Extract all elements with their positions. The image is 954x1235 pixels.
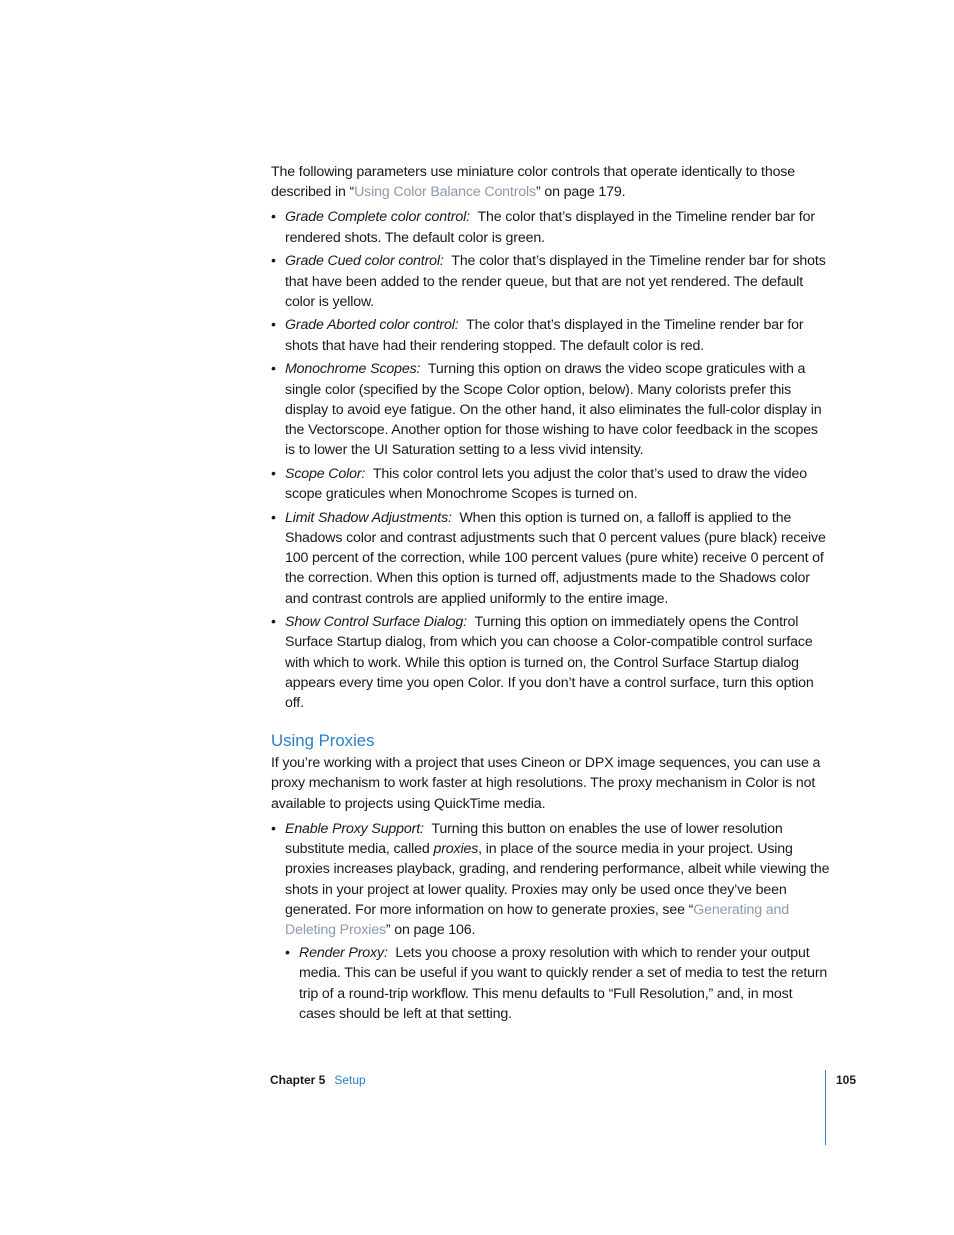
proxy-list — [271, 819, 831, 1024]
desc-limit-shadow: When this option is turned on, a falloff is applied to the Shadows color and contrast adjustments such that 0 percent values (pure black) receive 100 percent of the correction, while 100 percent values (pure white) receive 0 percent of the correction. When this option is turned off, adjustments made to the Shadows color and contrast controls are applied uniformly to the entire image. — [285, 509, 826, 607]
link-using-color-balance-controls[interactable]: Using Color Balance Controls — [354, 184, 536, 201]
desc-grade-complete: The color that’s displayed in the Timeline render bar for rendered shots. The default color is green. — [285, 209, 815, 246]
link-generating-and-deleting-proxies[interactable]: Generating and Deleting Proxies — [285, 901, 789, 938]
chapter-label: Chapter 5 — [270, 1073, 326, 1087]
intro-text-before: The following parameters use miniature color controls that operate identically to those described in “ — [271, 164, 795, 201]
intro-paragraph — [271, 162, 831, 202]
term-grade-aborted: Grade Aborted color control: — [285, 317, 459, 334]
desc-scope-color: This color control lets you adjust the color that’s used to draw the video scope graticules when Monochrome Scopes is turned on. — [285, 465, 808, 503]
term-enable-proxy-support: Enable Proxy Support: — [285, 820, 424, 837]
section-heading-using-proxies: Using Proxies — [271, 731, 375, 751]
list-item-grade-complete — [271, 207, 831, 247]
term-grade-cued: Grade Cued color control: — [285, 253, 444, 270]
page-number: 105 — [836, 1073, 857, 1087]
term-scope-color: Scope Color: — [285, 465, 366, 482]
intro-text-after: ” on page 179. — [535, 184, 626, 201]
list-item-monochrome-scopes — [271, 359, 831, 460]
nested-proxy-list — [285, 943, 831, 1024]
list-item-render-proxy — [285, 943, 831, 1024]
proxies-intro-paragraph: If you’re working with a project that uses Cineon or DPX image sequences, you can use a proxy mechanism to work faster at high resolutions. The proxy mechanism in Color is not available to projects using QuickTime media. — [271, 755, 821, 812]
list-item-grade-aborted — [271, 315, 831, 355]
term-monochrome-scopes: Monochrome Scopes: — [285, 361, 421, 378]
desc-monochrome-scopes: Turning this option on draws the video scope graticules with a single color (specified by the Scope Color option, below). Many colorists prefer this display to avoid eye fatigue. On the other hand, it also eliminates the full-color display in the Vectorscope. Another option for those wishing to have color feedback in the scopes is to lower the UI Saturation setting to a less vivid intensity. — [285, 361, 822, 459]
term-render-proxy: Render Proxy: — [299, 945, 388, 962]
desc-grade-aborted: The color that’s displayed in the Timeline render bar for shots that have had their rendering stopped. The default color is red. — [285, 317, 804, 354]
term-grade-complete: Grade Complete color control: — [285, 209, 470, 226]
term-show-control-surface: Show Control Surface Dialog: — [285, 614, 467, 631]
footer-chapter — [270, 1072, 366, 1088]
desc-enable-proxy-3: ” on page 106. — [385, 921, 476, 938]
emphasis-proxies: proxies — [433, 841, 479, 858]
desc-show-control-surface: Turning this option on immediately opens the Control Surface Startup dialog, from which you can choose a Color-compatible control surface with which to work. While this option is turned on, the Control Surface Startup dialog appears every time you open Color. If you don’t have a control surface, turn this option off. — [285, 614, 814, 712]
list-item-grade-cued — [271, 251, 831, 312]
desc-enable-proxy-2: , in place of the source media in your project. Using proxies increases playback, grading, and rendering performance, albeit while viewing the shots in your project at lower quality. Proxies may only be used once they’ve been generated. For more information on how to generate proxies, see “ — [285, 841, 830, 918]
list-item-enable-proxy-support — [271, 819, 831, 1024]
list-item-scope-color — [271, 464, 831, 504]
footer-divider — [825, 1070, 826, 1145]
desc-enable-proxy-1: Turning this button on enables the use of lower resolution substitute media, called — [285, 820, 783, 858]
chapter-title-link[interactable]: Setup — [334, 1073, 366, 1087]
parameter-list — [271, 207, 831, 713]
list-item-limit-shadow — [271, 508, 831, 609]
page-body — [271, 162, 831, 1027]
list-item-show-control-surface — [271, 612, 831, 713]
term-limit-shadow: Limit Shadow Adjustments: — [285, 509, 452, 526]
desc-grade-cued: The color that’s displayed in the Timeline render bar for shots that have been added to the render queue, but that are not yet rendered. The default color is yellow. — [285, 253, 826, 310]
desc-render-proxy: Lets you choose a proxy resolution with which to render your output media. This can be useful if you want to quickly render a set of media to test the return trip of a round-trip workflow. This menu defaults to “Full Resolution,” and, in most cases should be left at that setting. — [299, 945, 828, 1022]
